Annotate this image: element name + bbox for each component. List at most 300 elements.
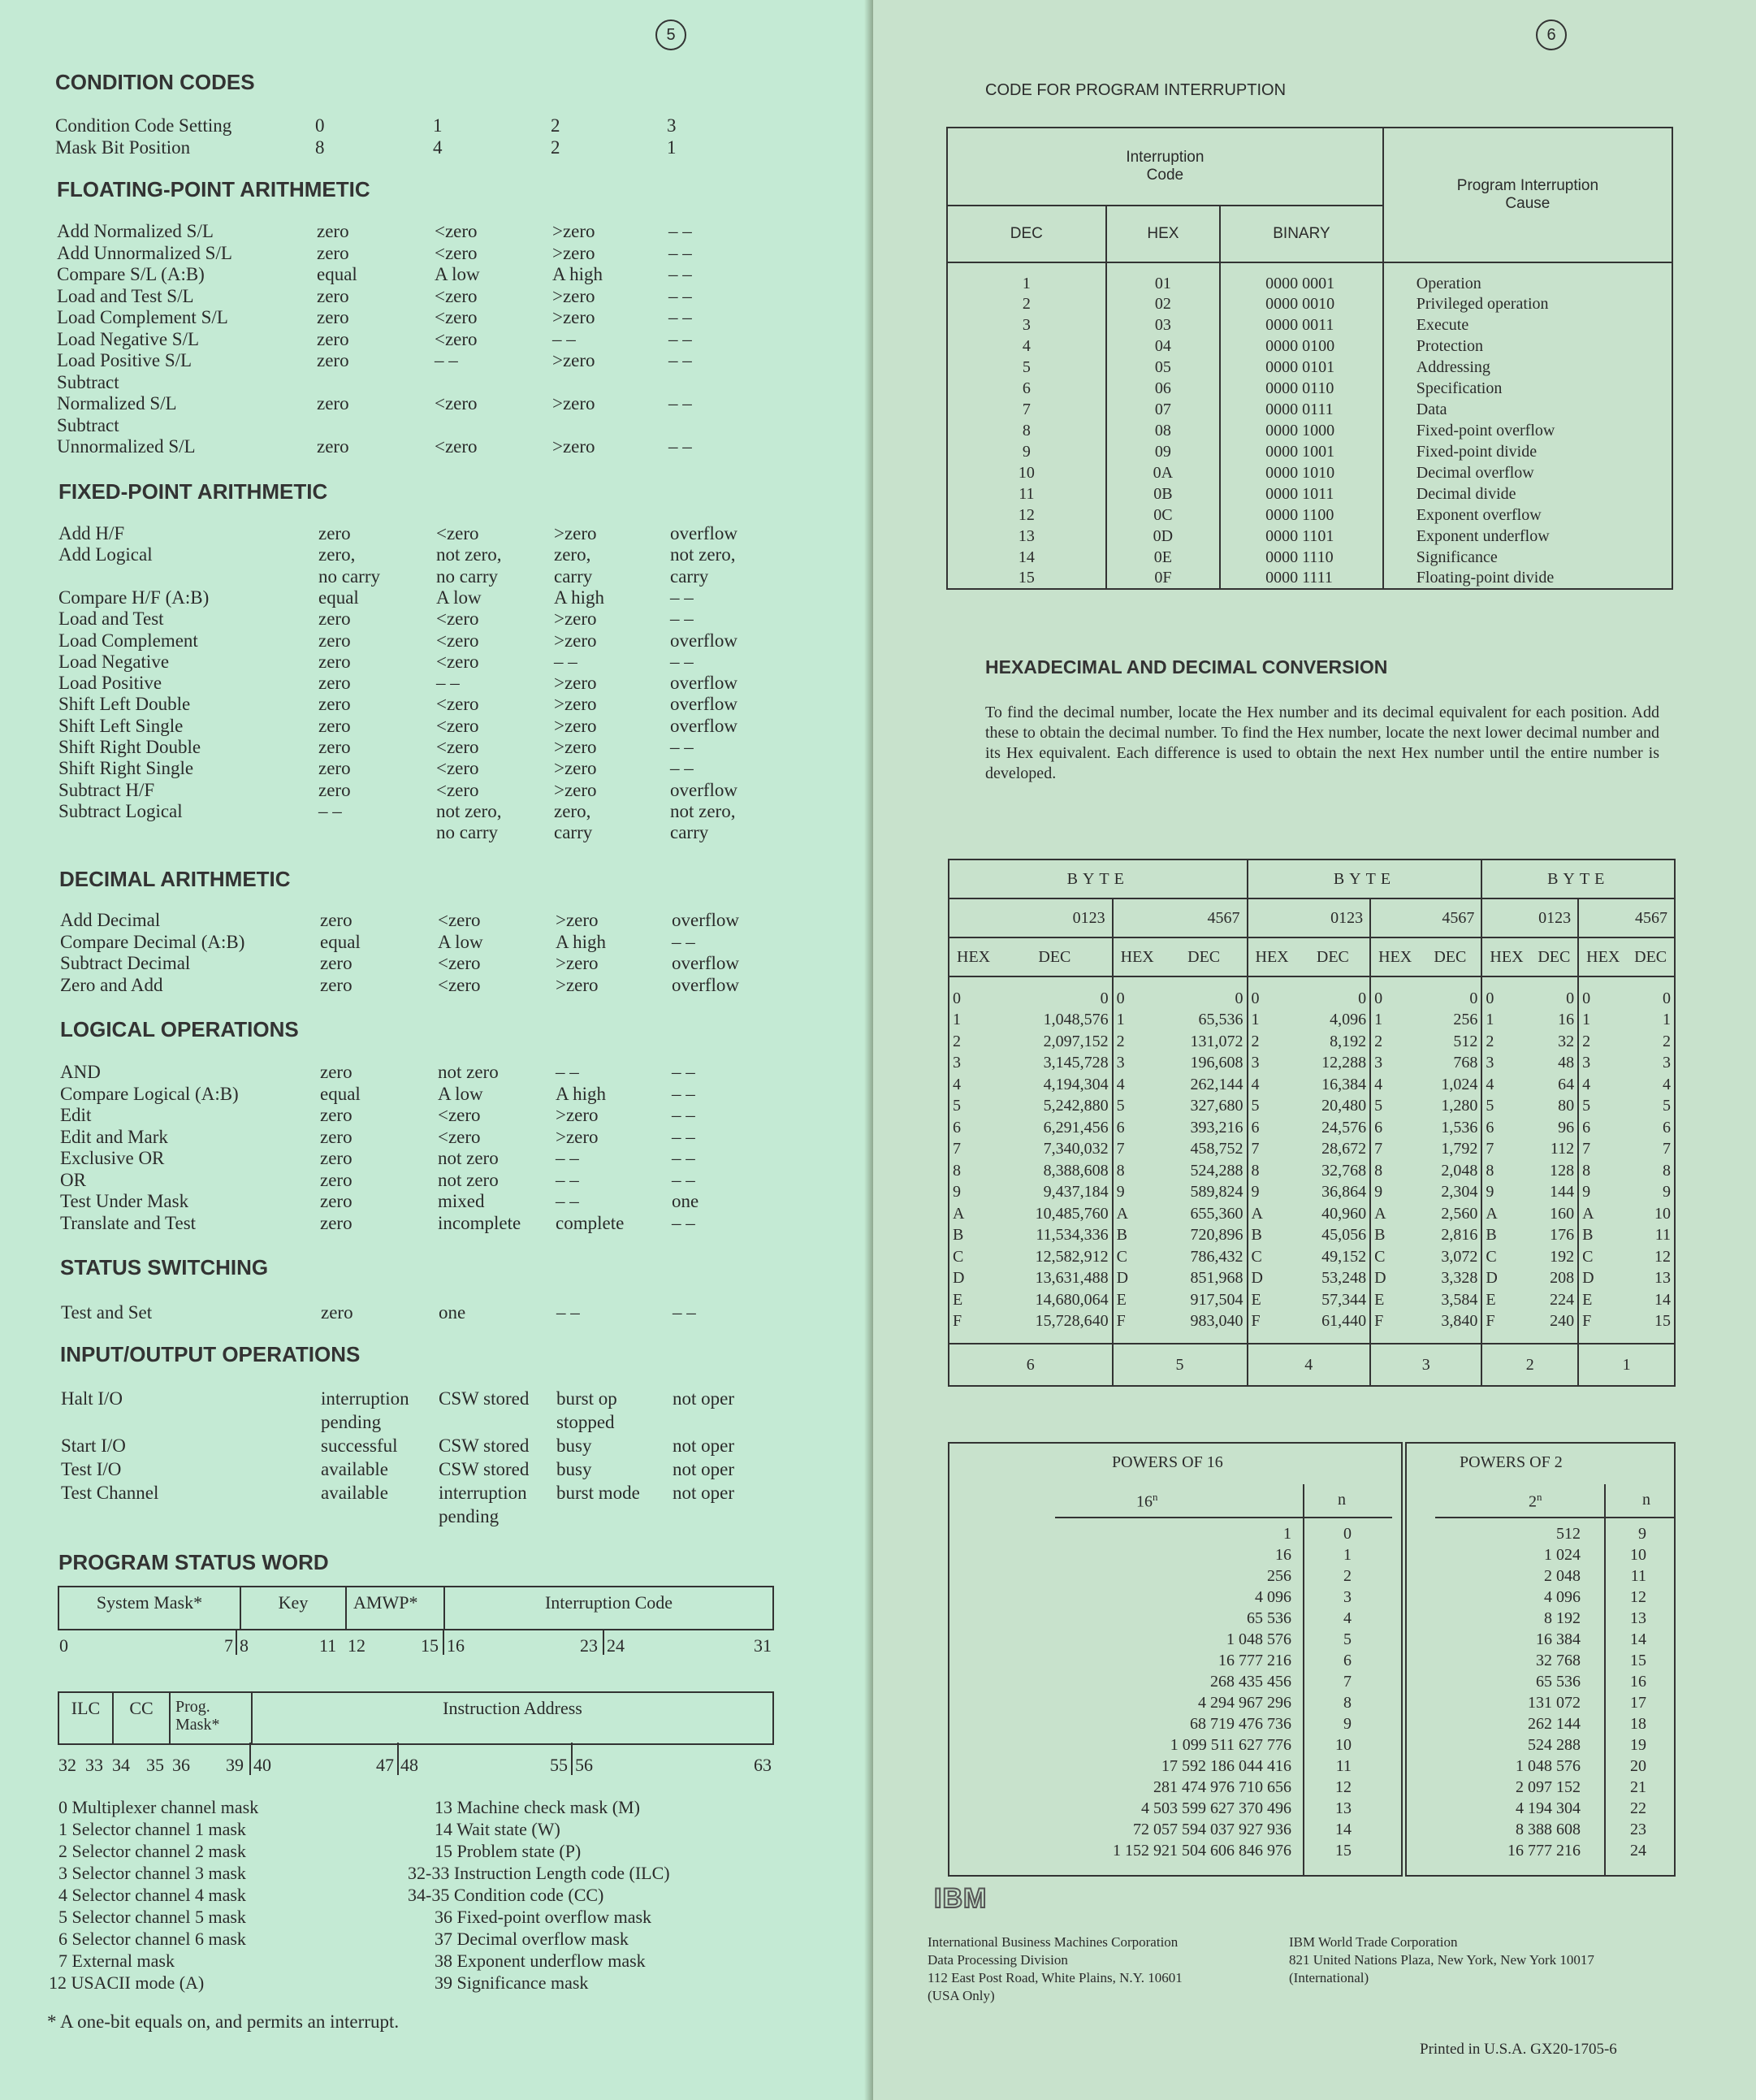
- power-value: 1 048 576: [1226, 1630, 1291, 1648]
- hex-cell: A: [1374, 1204, 1386, 1223]
- dec-cell: 2,097,152: [997, 1031, 1112, 1053]
- table-row: [947, 399, 1672, 420]
- dec-col-header: DEC: [1419, 937, 1481, 976]
- dec-cell: 208: [1531, 1268, 1579, 1290]
- hex-col-header: HEX: [1578, 937, 1627, 976]
- section-title-interruption: CODE FOR PROGRAM INTERRUPTION: [985, 81, 1287, 99]
- dec-cell: 11,534,336: [997, 1225, 1112, 1247]
- dec-cell: 15: [1627, 1311, 1675, 1333]
- dec-cell: 12: [947, 504, 1106, 526]
- hex-cell: D: [1251, 1269, 1263, 1288]
- cell: >zero: [552, 393, 595, 414]
- power-exponent: 12: [1630, 1588, 1646, 1606]
- section-title-hexdec: HEXADECIMAL AND DECIMAL CONVERSION: [985, 656, 1388, 678]
- cell: zero: [320, 974, 352, 995]
- cell: not oper: [673, 1459, 735, 1479]
- dec-cell: 655,360: [1161, 1203, 1248, 1225]
- tick: 24: [607, 1635, 625, 1656]
- dec-cell: 8: [947, 420, 1106, 441]
- cell: – –: [554, 651, 577, 672]
- cell: >zero: [554, 758, 597, 779]
- table-row: [947, 420, 1672, 441]
- power-exponent: 16: [1630, 1673, 1646, 1691]
- tick: 8: [240, 1635, 249, 1656]
- address-line: 112 East Post Road, White Plains, N.Y. 10601: [928, 1970, 1183, 1985]
- power-exponent: 14: [1335, 1821, 1352, 1838]
- binary-cell: 0000 1101: [1220, 526, 1383, 547]
- psw-box-upper: [58, 1586, 774, 1630]
- dec-cell: 458,752: [1161, 1139, 1248, 1161]
- dec-cell: 3,840: [1419, 1311, 1481, 1333]
- address-line: International Business Machines Corporation: [928, 1934, 1179, 1950]
- psw-field-interruption-code: Interruption Code: [544, 1592, 673, 1613]
- cell: carry: [670, 565, 709, 587]
- cell: no carry: [436, 565, 498, 587]
- row-label: Halt I/O: [61, 1388, 123, 1409]
- dec-cell: 6: [1627, 1117, 1675, 1139]
- power-value: 131 072: [1528, 1694, 1581, 1712]
- dec-col-header: DEC: [1161, 937, 1248, 976]
- cell: <zero: [436, 608, 479, 630]
- dec-cell: 53,248: [1296, 1268, 1370, 1290]
- dec-cell: 2,816: [1419, 1225, 1481, 1247]
- cell: overflow: [672, 974, 740, 995]
- power-value: 281 474 976 710 656: [1153, 1778, 1291, 1796]
- hex-cell: 0: [953, 989, 961, 1007]
- power-exponent: 7: [1343, 1673, 1352, 1691]
- power-value: 32 768: [1536, 1652, 1581, 1669]
- power-exponent: 20: [1630, 1757, 1646, 1775]
- psw-field-prog-mask: Prog. Mask*: [171, 1693, 253, 1743]
- cell: zero: [320, 910, 352, 930]
- dec-cell: 2,304: [1419, 1182, 1481, 1204]
- hex-cell: 8: [1582, 1161, 1591, 1180]
- power-value: 8 192: [1544, 1609, 1581, 1627]
- cell: zero,: [554, 544, 591, 565]
- power-value: 65 536: [1247, 1609, 1291, 1627]
- hex-cell: 0: [1116, 989, 1125, 1007]
- cell: overflow: [672, 910, 740, 930]
- power-value: 524 288: [1528, 1736, 1581, 1754]
- legend-item: 5 Selector channel 5 mask: [58, 1907, 246, 1927]
- cell: >zero: [556, 1126, 599, 1147]
- power-exponent: 4: [1343, 1609, 1352, 1627]
- table-row: [949, 1010, 1675, 1032]
- section-title-condition-codes: CONDITION CODES: [55, 70, 255, 94]
- dec-cell: 13,631,488: [997, 1268, 1112, 1290]
- dec-cell: 8: [1627, 1160, 1675, 1182]
- row-label: Load Complement S/L: [57, 307, 228, 327]
- cell: zero: [320, 1105, 352, 1125]
- cell: pending: [321, 1412, 382, 1432]
- legend-item: 32-33 Instruction Length code (ILC): [408, 1863, 670, 1883]
- psw-field-key: Key: [241, 1587, 347, 1629]
- cell: >zero: [556, 974, 599, 995]
- power-exponent: 11: [1630, 1567, 1646, 1585]
- power-exponent: 11: [1335, 1757, 1352, 1775]
- hex-cell: A: [1116, 1204, 1129, 1223]
- cell: >zero: [552, 436, 595, 457]
- cell: successful: [321, 1435, 398, 1456]
- cell: <zero: [436, 779, 479, 800]
- hex-cell: 3: [1374, 1054, 1383, 1072]
- dec-cell: 256: [1419, 1010, 1481, 1032]
- table-row: [949, 1160, 1675, 1182]
- cell: 1: [667, 136, 677, 158]
- section-title-floating-point: FLOATING-POINT ARITHMETIC: [57, 177, 370, 201]
- row-label: Test Channel: [61, 1483, 159, 1503]
- dec-cell: 10,485,760: [997, 1203, 1112, 1225]
- power-value: 1 048 576: [1516, 1757, 1581, 1775]
- cell: not zero: [438, 1148, 499, 1168]
- row-label: Add Decimal: [60, 910, 161, 930]
- power-exponent: 8: [1343, 1694, 1352, 1712]
- cell: <zero: [435, 436, 478, 457]
- hex-cell: 0: [1486, 989, 1494, 1007]
- position-label: 5: [1113, 1344, 1248, 1386]
- hex-cell: C: [1251, 1247, 1262, 1266]
- tick: 35: [146, 1755, 164, 1775]
- hex-cell: 0: [1251, 989, 1260, 1007]
- cell: <zero: [435, 393, 478, 414]
- cell: >zero: [552, 285, 595, 306]
- dec-cell: 5: [947, 357, 1106, 378]
- cell: zero: [317, 328, 349, 349]
- page-number: 5: [655, 19, 686, 50]
- power-value: 4 096: [1544, 1588, 1581, 1606]
- cell: <zero: [436, 715, 479, 736]
- cell: no carry: [436, 822, 498, 843]
- dec-cell: 13: [1627, 1268, 1675, 1290]
- hex-cell: A: [1582, 1204, 1594, 1223]
- cell: >zero: [552, 242, 595, 263]
- dec-cell: 4,096: [1296, 1010, 1370, 1032]
- cell: – –: [318, 800, 342, 821]
- dec-cell: 15,728,640: [997, 1311, 1112, 1333]
- cell: – –: [436, 673, 460, 694]
- cause-cell: Fixed-point divide: [1383, 441, 1672, 462]
- cell: busy: [556, 1459, 592, 1479]
- row-label: Add Normalized S/L: [57, 221, 214, 241]
- dec-cell: 16: [1531, 1010, 1579, 1032]
- table-row: [947, 462, 1672, 483]
- hex-cell: 6: [1251, 1118, 1260, 1137]
- cell: zero: [317, 393, 349, 414]
- table-row: [947, 336, 1672, 357]
- legend-item: 6 Selector channel 6 mask: [58, 1929, 246, 1949]
- dec-cell: 144: [1531, 1182, 1579, 1204]
- hex-cell: F: [1116, 1312, 1126, 1331]
- row-label: Shift Left Double: [58, 694, 191, 715]
- hex-cell: F: [953, 1312, 962, 1331]
- cell: zero,: [318, 544, 356, 565]
- dec-cell: 3,145,728: [997, 1053, 1112, 1075]
- hex-col-header: HEX: [1370, 937, 1419, 976]
- dec-cell: 0: [1531, 988, 1579, 1010]
- dec-cell: 12,582,912: [997, 1246, 1112, 1268]
- dec-cell: 128: [1531, 1160, 1579, 1182]
- address-line: (USA Only): [928, 1988, 995, 2003]
- dec-cell: 720,896: [1161, 1225, 1248, 1247]
- dec-cell: 0: [1419, 988, 1481, 1010]
- table-row: [947, 441, 1672, 462]
- dec-cell: 983,040: [1161, 1311, 1248, 1333]
- footer-address-right: [1289, 1933, 1594, 1987]
- dec-cell: 80: [1531, 1096, 1579, 1118]
- row-label: Add Logical: [58, 544, 153, 565]
- table-row: [949, 1031, 1675, 1053]
- cell: zero: [320, 1212, 352, 1233]
- cell: zero: [318, 737, 351, 757]
- header-dec: DEC: [947, 206, 1106, 262]
- address-line: IBM World Trade Corporation: [1289, 1934, 1458, 1950]
- hex-cell: 8: [1116, 1161, 1125, 1180]
- cell: zero: [318, 651, 351, 672]
- psw-field-system-mask: System Mask*: [59, 1587, 241, 1629]
- bit-group-header: 0123: [949, 898, 1113, 937]
- tick: 56: [575, 1755, 593, 1775]
- dec-cell: 1,024: [1419, 1074, 1481, 1096]
- legend-item: 36 Fixed-point overflow mask: [435, 1907, 652, 1927]
- cell: <zero: [435, 221, 478, 241]
- cell: <zero: [435, 242, 478, 263]
- cause-cell: Significance: [1383, 547, 1672, 568]
- binary-cell: 0000 1100: [1220, 504, 1383, 526]
- cell: <zero: [438, 1105, 481, 1125]
- power-value: 16 384: [1536, 1630, 1581, 1648]
- header-binary: BINARY: [1220, 206, 1383, 262]
- table-row: [949, 988, 1675, 1010]
- cell: one: [439, 1302, 466, 1323]
- row-label: OR: [60, 1169, 86, 1190]
- dec-cell: 49,152: [1296, 1246, 1370, 1268]
- hexdec-table: [948, 859, 1676, 1387]
- section-title-decimal: DECIMAL ARITHMETIC: [59, 867, 291, 891]
- dec-cell: 2: [1627, 1031, 1675, 1053]
- dec-cell: 2,048: [1419, 1160, 1481, 1182]
- row-label: Test and Set: [61, 1302, 153, 1323]
- cell: zero: [318, 694, 351, 715]
- legend-item: 14 Wait state (W): [435, 1819, 560, 1839]
- tick: 34: [112, 1755, 130, 1775]
- tick: 33: [85, 1755, 103, 1775]
- hex-cell: C: [953, 1247, 964, 1266]
- cause-cell: Addressing: [1383, 357, 1672, 378]
- hex-cell: 8: [1374, 1161, 1383, 1180]
- table-row: [949, 1311, 1675, 1333]
- cell: >zero: [554, 737, 597, 757]
- power-exponent: 13: [1630, 1609, 1646, 1627]
- cell: <zero: [435, 307, 478, 327]
- cell: overflow: [670, 673, 738, 694]
- hex-cell: F: [1486, 1312, 1495, 1331]
- binary-cell: 0000 0001: [1220, 262, 1383, 293]
- cause-cell: Protection: [1383, 336, 1672, 357]
- bit-group-header: 4567: [1370, 898, 1481, 937]
- cell: complete: [556, 1212, 625, 1233]
- hex-cell: 0B: [1106, 483, 1220, 504]
- dec-cell: 5: [1627, 1096, 1675, 1118]
- row-label: Compare H/F (A:B): [58, 587, 210, 608]
- row-label: Subtract Decimal: [60, 953, 191, 973]
- dec-cell: 32: [1531, 1031, 1579, 1053]
- dec-cell: 15: [947, 568, 1106, 589]
- cell: zero: [317, 242, 349, 263]
- hex-cell: 1: [1251, 1011, 1260, 1029]
- hex-cell: 1: [1374, 1011, 1383, 1029]
- row-label: Load Positive S/L: [57, 350, 192, 370]
- cell: <zero: [436, 737, 479, 757]
- power-value: 65 536: [1536, 1673, 1581, 1691]
- dec-cell: 57,344: [1296, 1289, 1370, 1311]
- psw-field-cc: CC: [114, 1693, 171, 1743]
- cell: – –: [668, 264, 692, 284]
- binary-cell: 0000 1011: [1220, 483, 1383, 504]
- cell: CSW stored: [439, 1435, 530, 1456]
- hex-cell: 4: [953, 1075, 961, 1093]
- binary-cell: 0000 0100: [1220, 336, 1383, 357]
- dec-cell: 176: [1531, 1225, 1579, 1247]
- cause-cell: Decimal divide: [1383, 483, 1672, 504]
- dec-cell: 589,824: [1161, 1182, 1248, 1204]
- cell: – –: [670, 587, 694, 608]
- hex-cell: A: [953, 1204, 965, 1223]
- dec-cell: 851,968: [1161, 1268, 1248, 1290]
- cell: not zero,: [670, 544, 736, 565]
- powers-of-16-table: [948, 1442, 1403, 1877]
- hex-cell: 6: [1582, 1118, 1591, 1137]
- cell: zero: [321, 1302, 353, 1323]
- byte-header: BYTE: [1248, 859, 1482, 898]
- row-label: Exclusive OR: [60, 1148, 165, 1168]
- hex-cell: 2: [1486, 1032, 1494, 1050]
- table-row: [947, 357, 1672, 378]
- power-exponent: 9: [1638, 1525, 1646, 1543]
- dec-col-header: DEC: [1296, 937, 1370, 976]
- legend-item: 0 Multiplexer channel mask: [58, 1797, 259, 1817]
- cell: pending: [439, 1506, 500, 1526]
- cell: equal: [320, 931, 361, 952]
- cell: burst op: [556, 1388, 617, 1409]
- dec-cell: 14: [1627, 1289, 1675, 1311]
- binary-cell: 0000 0101: [1220, 357, 1383, 378]
- tick: 47: [376, 1755, 394, 1775]
- powers2-title: POWERS OF 2: [1460, 1453, 1563, 1471]
- dec-cell: 5,242,880: [997, 1096, 1112, 1118]
- row-label: Mask Bit Position: [55, 136, 191, 158]
- cell: zero: [317, 221, 349, 241]
- row-label: Edit and Mark: [60, 1126, 168, 1147]
- hex-cell: B: [953, 1226, 964, 1245]
- cause-cell: Floating-point divide: [1383, 568, 1672, 589]
- hex-cell: A: [1251, 1204, 1263, 1223]
- dec-cell: 12,288: [1296, 1053, 1370, 1075]
- row-label: Condition Code Setting: [55, 115, 232, 136]
- bit-group-header: 0123: [1481, 898, 1578, 937]
- table-row: [949, 1139, 1675, 1161]
- hex-cell: 0A: [1106, 462, 1220, 483]
- cell: overflow: [670, 715, 738, 736]
- page-number: 6: [1536, 19, 1567, 50]
- hex-cell: 8: [953, 1161, 961, 1180]
- cell: zero: [320, 953, 352, 973]
- address-line: 821 United Nations Plaza, New York, New York 10017: [1289, 1952, 1594, 1968]
- dec-cell: 20,480: [1296, 1096, 1370, 1118]
- tick: 32: [58, 1755, 76, 1775]
- row-label: Subtract: [57, 414, 119, 435]
- table-row: [947, 314, 1672, 336]
- hex-cell: C: [1582, 1247, 1594, 1266]
- row-label: Unnormalized S/L: [57, 436, 196, 457]
- psw-box-lower: [58, 1691, 774, 1745]
- power-exponent: 21: [1630, 1778, 1646, 1796]
- cell: – –: [670, 651, 694, 672]
- cell: – –: [672, 931, 695, 952]
- power-value: 4 194 304: [1516, 1799, 1581, 1817]
- right-page: [873, 0, 1756, 2100]
- dec-col-header: DEC: [1531, 937, 1579, 976]
- position-label: 1: [1578, 1344, 1675, 1386]
- byte-header: BYTE: [949, 859, 1248, 898]
- address-line: Data Processing Division: [928, 1952, 1068, 1968]
- section-title-logical: LOGICAL OPERATIONS: [60, 1017, 299, 1041]
- binary-cell: 0000 0011: [1220, 314, 1383, 336]
- hex-cell: 5: [953, 1097, 961, 1115]
- cause-cell: Execute: [1383, 314, 1672, 336]
- bit-group-header: 0123: [1248, 898, 1371, 937]
- hex-cell: 8: [1251, 1161, 1260, 1180]
- row-label: Load Negative S/L: [57, 328, 200, 349]
- dec-cell: 1,048,576: [997, 1010, 1112, 1032]
- hex-cell: 0: [1374, 989, 1383, 1007]
- row-label: Load Complement: [58, 630, 198, 651]
- dec-cell: 0: [997, 988, 1112, 1010]
- legend-item: 3 Selector channel 3 mask: [58, 1863, 246, 1883]
- cell: – –: [556, 1148, 579, 1168]
- cell: A high: [554, 587, 604, 608]
- dec-cell: 14: [947, 547, 1106, 568]
- tick: 31: [754, 1635, 772, 1656]
- dec-cell: 3,584: [1419, 1289, 1481, 1311]
- table-row: [947, 504, 1672, 526]
- hex-cell: F: [1251, 1312, 1261, 1331]
- hex-cell: B: [1251, 1226, 1262, 1245]
- hex-cell: 3: [1116, 1054, 1125, 1072]
- cell: – –: [672, 1148, 695, 1168]
- power-value: 262 144: [1528, 1715, 1581, 1733]
- position-label: 2: [1481, 1344, 1578, 1386]
- power-value: 1 099 511 627 776: [1170, 1736, 1291, 1754]
- power-exponent: 13: [1335, 1799, 1352, 1817]
- power-exponent: 1: [1343, 1546, 1352, 1564]
- legend-item: 4 Selector channel 4 mask: [58, 1885, 246, 1905]
- row-label: Subtract: [57, 371, 119, 392]
- cell: >zero: [554, 608, 597, 630]
- cell: – –: [673, 1302, 696, 1323]
- cell: carry: [670, 822, 709, 843]
- hex-cell: 4: [1374, 1075, 1383, 1093]
- power-exponent: 24: [1630, 1842, 1646, 1860]
- dec-cell: 61,440: [1296, 1311, 1370, 1333]
- hex-cell: 9: [1116, 1183, 1125, 1202]
- power-value: 1 152 921 504 606 846 976: [1113, 1842, 1291, 1860]
- tick: 16: [447, 1635, 465, 1656]
- psw-legend-left: [49, 1796, 259, 1994]
- dec-cell: 7,340,032: [997, 1139, 1112, 1161]
- hex-cell: 6: [1374, 1118, 1383, 1137]
- powers2-col-n: n: [1642, 1491, 1650, 1509]
- table-row: [949, 1246, 1675, 1268]
